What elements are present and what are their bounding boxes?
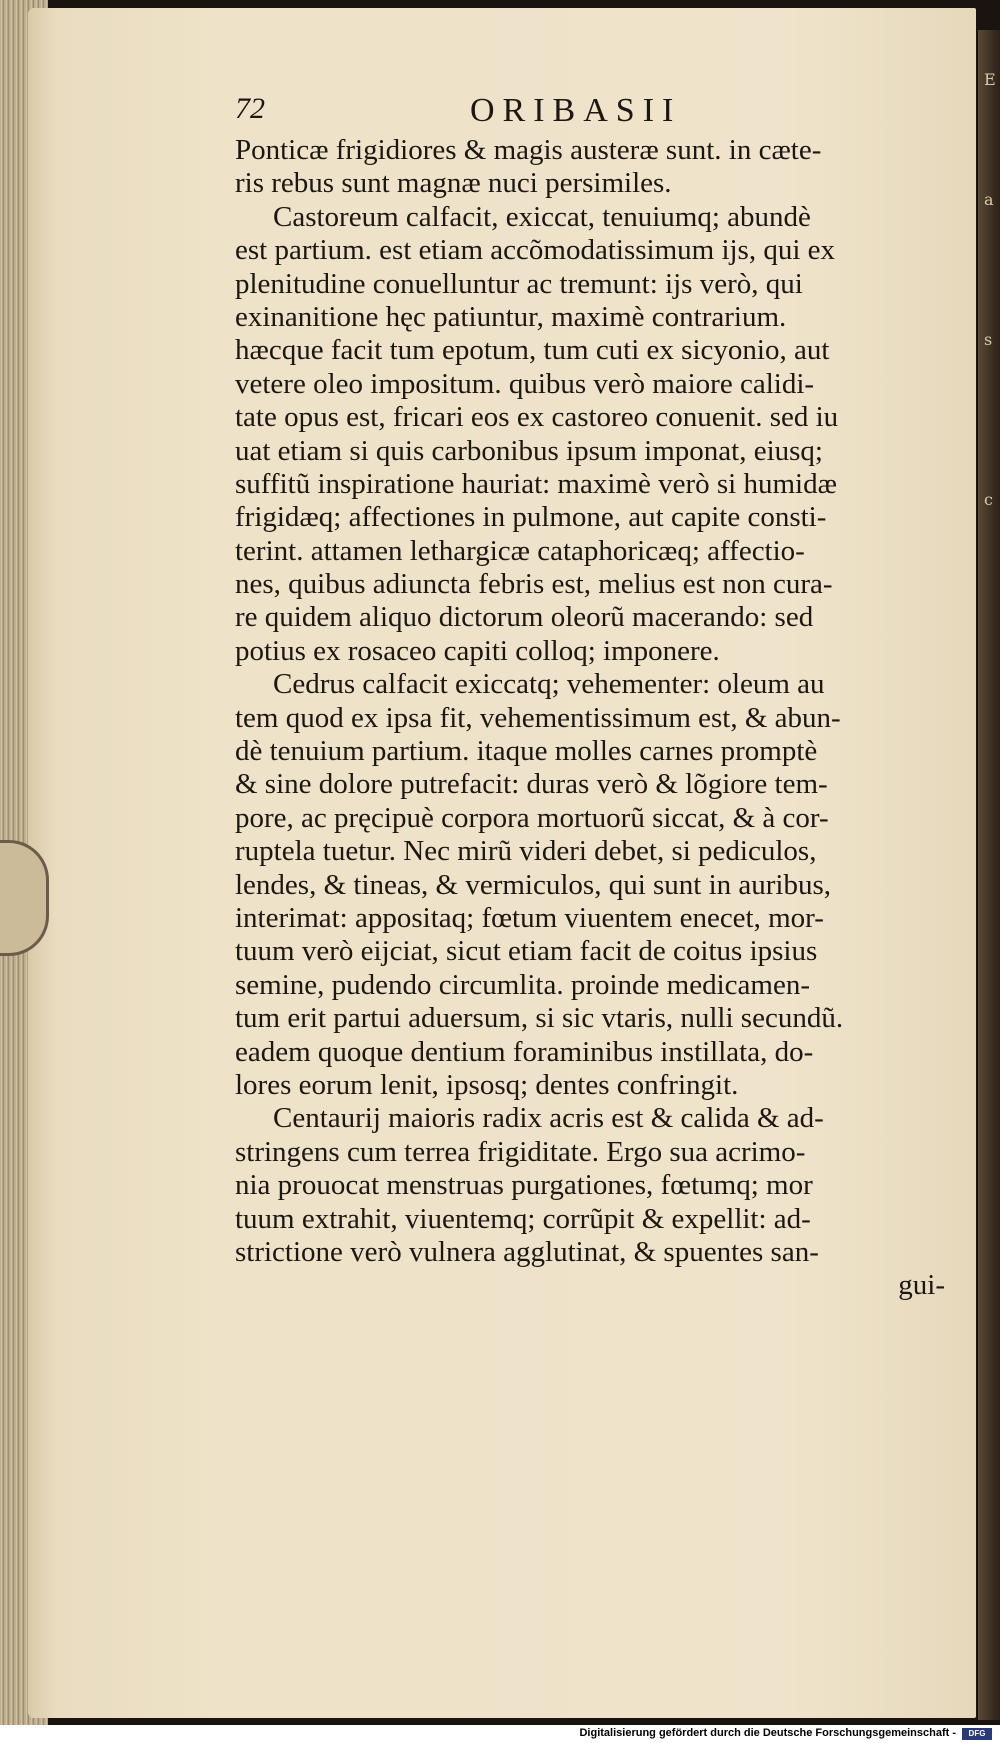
text-line: tuum verò eijciat, sicut etiam facit de coitus ipsius [235, 935, 818, 968]
page-number: 72 [235, 92, 265, 125]
text-line: re quidem aliquo dictorum oleorũ macerando: sed [235, 601, 814, 634]
text-line: Cedrus calfacit exiccatq; vehementer: oleum au [273, 668, 825, 701]
footer [0, 1725, 1000, 1743]
text-line: ruptela tuetur. Nec mirũ videri debet, si pediculos, [235, 835, 817, 868]
text-line: stringens cum terrea frigiditate. Ergo sua acrimo- [235, 1135, 806, 1168]
text-line: pore, ac pręcipuè corpora mortuorũ siccat, & à cor- [235, 801, 829, 834]
text-line: plenitudine conuelluntur ac tremunt: ijs verò, qui [235, 267, 803, 300]
facing-page-glyph: s [984, 330, 993, 349]
digitization-note: Digitalisierung gefördert durch die Deutsche Forschungsgemeinschaft - [579, 1727, 956, 1739]
text-line: tuum extrahit, viuentemq; corrũpit & expellit: ad- [235, 1202, 811, 1235]
text-line: lores eorum lenit, ipsosq; dentes confringit. [235, 1068, 739, 1101]
facing-page-glyph: c [984, 490, 993, 509]
text-line: tate opus est, fricari eos ex castoreo conuenit. sed iu [235, 401, 839, 434]
text-line: interimat: appositaq; fœtum viuentem enecet, mor- [235, 901, 824, 934]
facing-page-glyph: E [984, 70, 996, 89]
text-line: hæcque facit tum epotum, tum cuti ex sicyonio, aut [235, 334, 830, 367]
text-line: dè tenuium partium. itaque molles carnes promptè [235, 735, 818, 768]
text-line: nes, quibus adiuncta febris est, melius est non cura- [235, 568, 833, 601]
text-line: semine, pudendo circumlita. proinde medicamen- [235, 968, 810, 1001]
text-line: frigidæq; affectiones in pulmone, aut capite consti- [235, 501, 827, 534]
text-line: tum erit partui aduersum, si sic vtaris, nulli secundũ. [235, 1002, 844, 1035]
dfg-logo: DFG [962, 1728, 992, 1740]
text-line: nia prouocat menstruas purgationes, fœtumq; mor [235, 1169, 813, 1202]
text-line: uat etiam si quis carbonibus ipsum imponat, eiusq; [235, 434, 823, 467]
text-line: strictione verò vulnera agglutinat, & spuentes san- [235, 1235, 819, 1268]
text-line: exinanitione hęc patiuntur, maximè contrarium. [235, 300, 787, 333]
text-line: Ponticæ frigidiores & magis austeræ sunt. in cæte- [235, 134, 822, 166]
text-line: potius ex rosaceo capiti colloq; imponere. [235, 634, 720, 667]
text-line: ris rebus sunt magnæ nuci persimiles. [235, 167, 672, 200]
text-line: & sine dolore putrefacit: duras verò & lõgiore tem- [235, 768, 828, 801]
text-line: suffitũ inspiratione hauriat: maximè verò si humidæ [235, 467, 837, 500]
text-line: eadem quoque dentium foraminibus instillata, do- [235, 1035, 814, 1068]
facing-page-edge [978, 30, 1000, 1720]
text-line: Centaurij maioris radix acris est & calida & ad- [273, 1102, 824, 1135]
body-text [235, 134, 945, 1303]
running-title: ORIBASII [470, 92, 682, 129]
text-line: est partium. est etiam accõmodatissimum ijs, qui ex [235, 234, 836, 267]
text-line: tem quod ex ipsa fit, vehementissimum est, & abun- [235, 701, 841, 734]
text-line: Castoreum calfacit, exiccat, tenuiumq; abundè [273, 200, 811, 233]
text-line: terint. attamen lethargicæ cataphoricæq; affectio- [235, 534, 805, 567]
text-line: vetere oleo impositum. quibus verò maiore calidi- [235, 367, 815, 400]
book-clasp [0, 840, 49, 956]
text-line: lendes, & tineas, & vermiculos, qui sunt in auribus, [235, 868, 832, 901]
text-line: gui- [898, 1269, 945, 1302]
facing-page-glyph: a [984, 190, 994, 209]
